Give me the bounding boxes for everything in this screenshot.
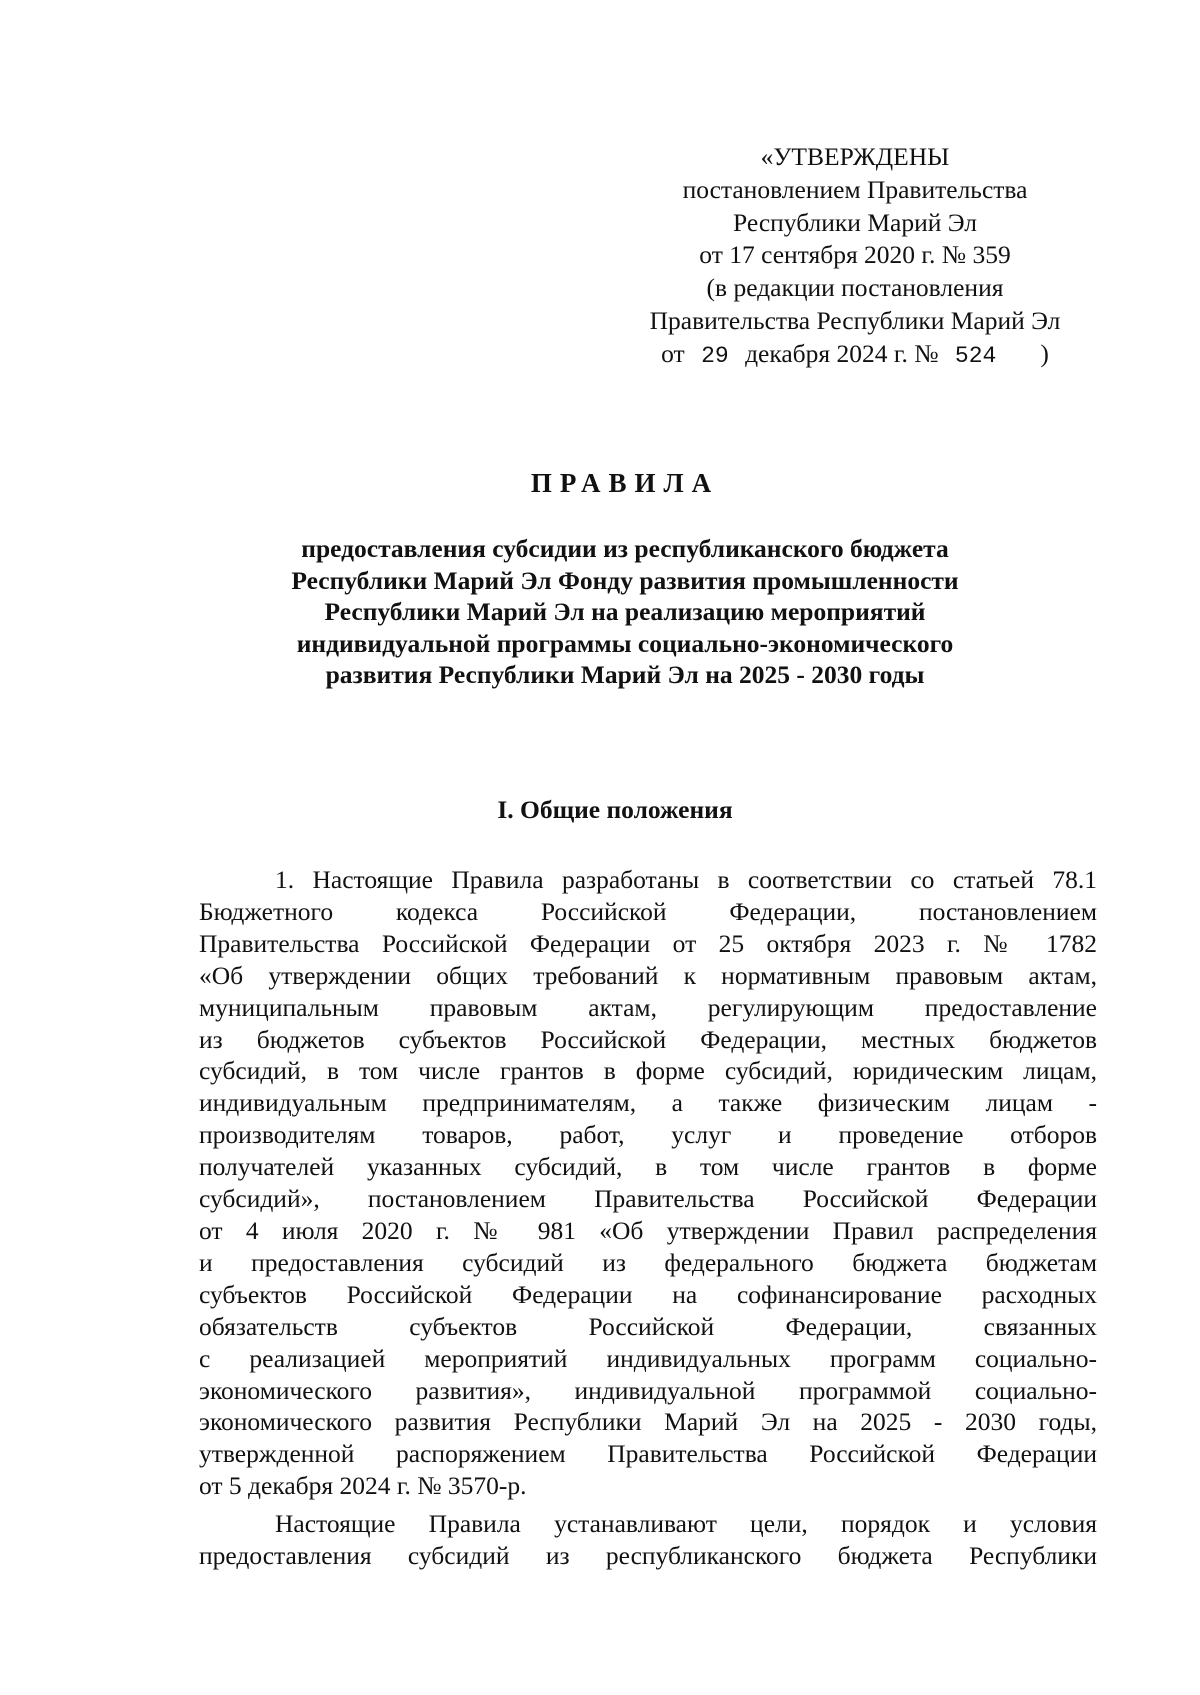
paragraph-2-line: предоставления субсидий из республиканского бюджета Республики xyxy=(199,1541,1097,1571)
body-text xyxy=(199,864,1097,1572)
paragraph-1-line: экономического развития Республики Марий Эл на 2025 - 2030 годы, xyxy=(199,1407,1097,1437)
approval-line: постановлением Правительства xyxy=(682,174,1028,204)
paragraph-1-line: производителям товаров, работ, услуг и проведение отборов xyxy=(199,1120,1097,1150)
paragraph-1-line: Правительства Российской Федерации от 25 октября 2023 г. № 1782 xyxy=(199,928,1097,958)
document-subtitle xyxy=(255,533,995,691)
subtitle-line: развития Республики Марий Эл на 2025 - 2030 годы xyxy=(325,660,925,690)
approval-date-line xyxy=(600,338,1110,373)
paragraph-2-line: Настоящие Правила устанавливают цели, порядок и условия xyxy=(275,1509,1097,1539)
paragraph-1-line: с реализацией мероприятий индивидуальных программ социально- xyxy=(199,1343,1097,1373)
approval-date-month-year: декабря 2024 г. № xyxy=(745,338,939,368)
paragraph-1-line: субсидий, в том числе грантов в форме субсидий, юридическим лицам, xyxy=(199,1056,1097,1086)
subtitle-line: Республики Марий Эл Фонду развития промышленности xyxy=(291,565,959,595)
approval-line: «УТВЕРЖДЕНЫ xyxy=(760,142,950,171)
paragraph-1-line: и предоставления субсидий из федерального бюджета бюджетам xyxy=(199,1247,1097,1277)
approval-document-number: 524 xyxy=(954,342,997,369)
paragraph-1-line: субъектов Российской Федерации на софинансирование расходных xyxy=(199,1279,1097,1309)
approval-line: (в редакции постановления xyxy=(706,273,1004,303)
approval-line: Республики Марий Эл xyxy=(733,207,977,237)
paragraph-1-line: индивидуальным предпринимателям, а также физическим лицам - xyxy=(199,1088,1097,1118)
paragraph-1-line: получателей указанных субсидий, в том числе грантов в форме xyxy=(199,1152,1097,1182)
subtitle-line: предоставления субсидии из республиканского бюджета xyxy=(301,534,949,563)
paragraph-1-line: «Об утверждении общих требований к нормативным правовым актам, xyxy=(199,960,1097,990)
paragraph-1-line: муниципальным правовым актам, регулирующим предоставление xyxy=(199,992,1097,1022)
paragraph-1-line: от 5 декабря 2024 г. № 3570-р. xyxy=(199,1471,527,1501)
paragraph-1-line: экономического развития», индивидуальной программой социально- xyxy=(199,1375,1097,1405)
approval-date-day: 29 xyxy=(701,342,729,369)
subtitle-line: индивидуальной программы социально-экономического xyxy=(296,628,954,658)
paragraph-1-line: от 4 июля 2020 г. № 981 «Об утверждении Правил распределения xyxy=(199,1215,1097,1245)
approval-line: Правительства Республики Марий Эл xyxy=(649,305,1061,335)
approval-line: от 17 сентября 2020 г. № 359 xyxy=(699,240,1011,270)
paragraph-1-line: 1. Настоящие Правила разработаны в соответствии со статьей 78.1 xyxy=(275,865,1097,894)
section-heading: I. Общие положения xyxy=(497,795,733,824)
paragraph-1-line: обязательств субъектов Российской Федерации, связанных xyxy=(199,1311,1097,1341)
subtitle-line: Республики Марий Эл на реализацию мероприятий xyxy=(324,597,926,627)
document-title: ПРАВИЛА xyxy=(530,468,720,498)
approval-date-suffix: ) xyxy=(1040,338,1049,368)
paragraph-1-line: субсидий», постановлением Правительства Российской Федерации xyxy=(199,1184,1097,1214)
approval-date-prefix: от xyxy=(661,338,685,368)
paragraph-1-line: из бюджетов субъектов Российской Федерации, местных бюджетов xyxy=(199,1024,1097,1054)
paragraph-1-line: Бюджетного кодекса Российской Федерации, постановлением xyxy=(199,896,1097,926)
paragraph-1-line: утвержденной распоряжением Правительства Российской Федерации xyxy=(199,1439,1097,1469)
approval-stamp-block xyxy=(600,141,1110,373)
